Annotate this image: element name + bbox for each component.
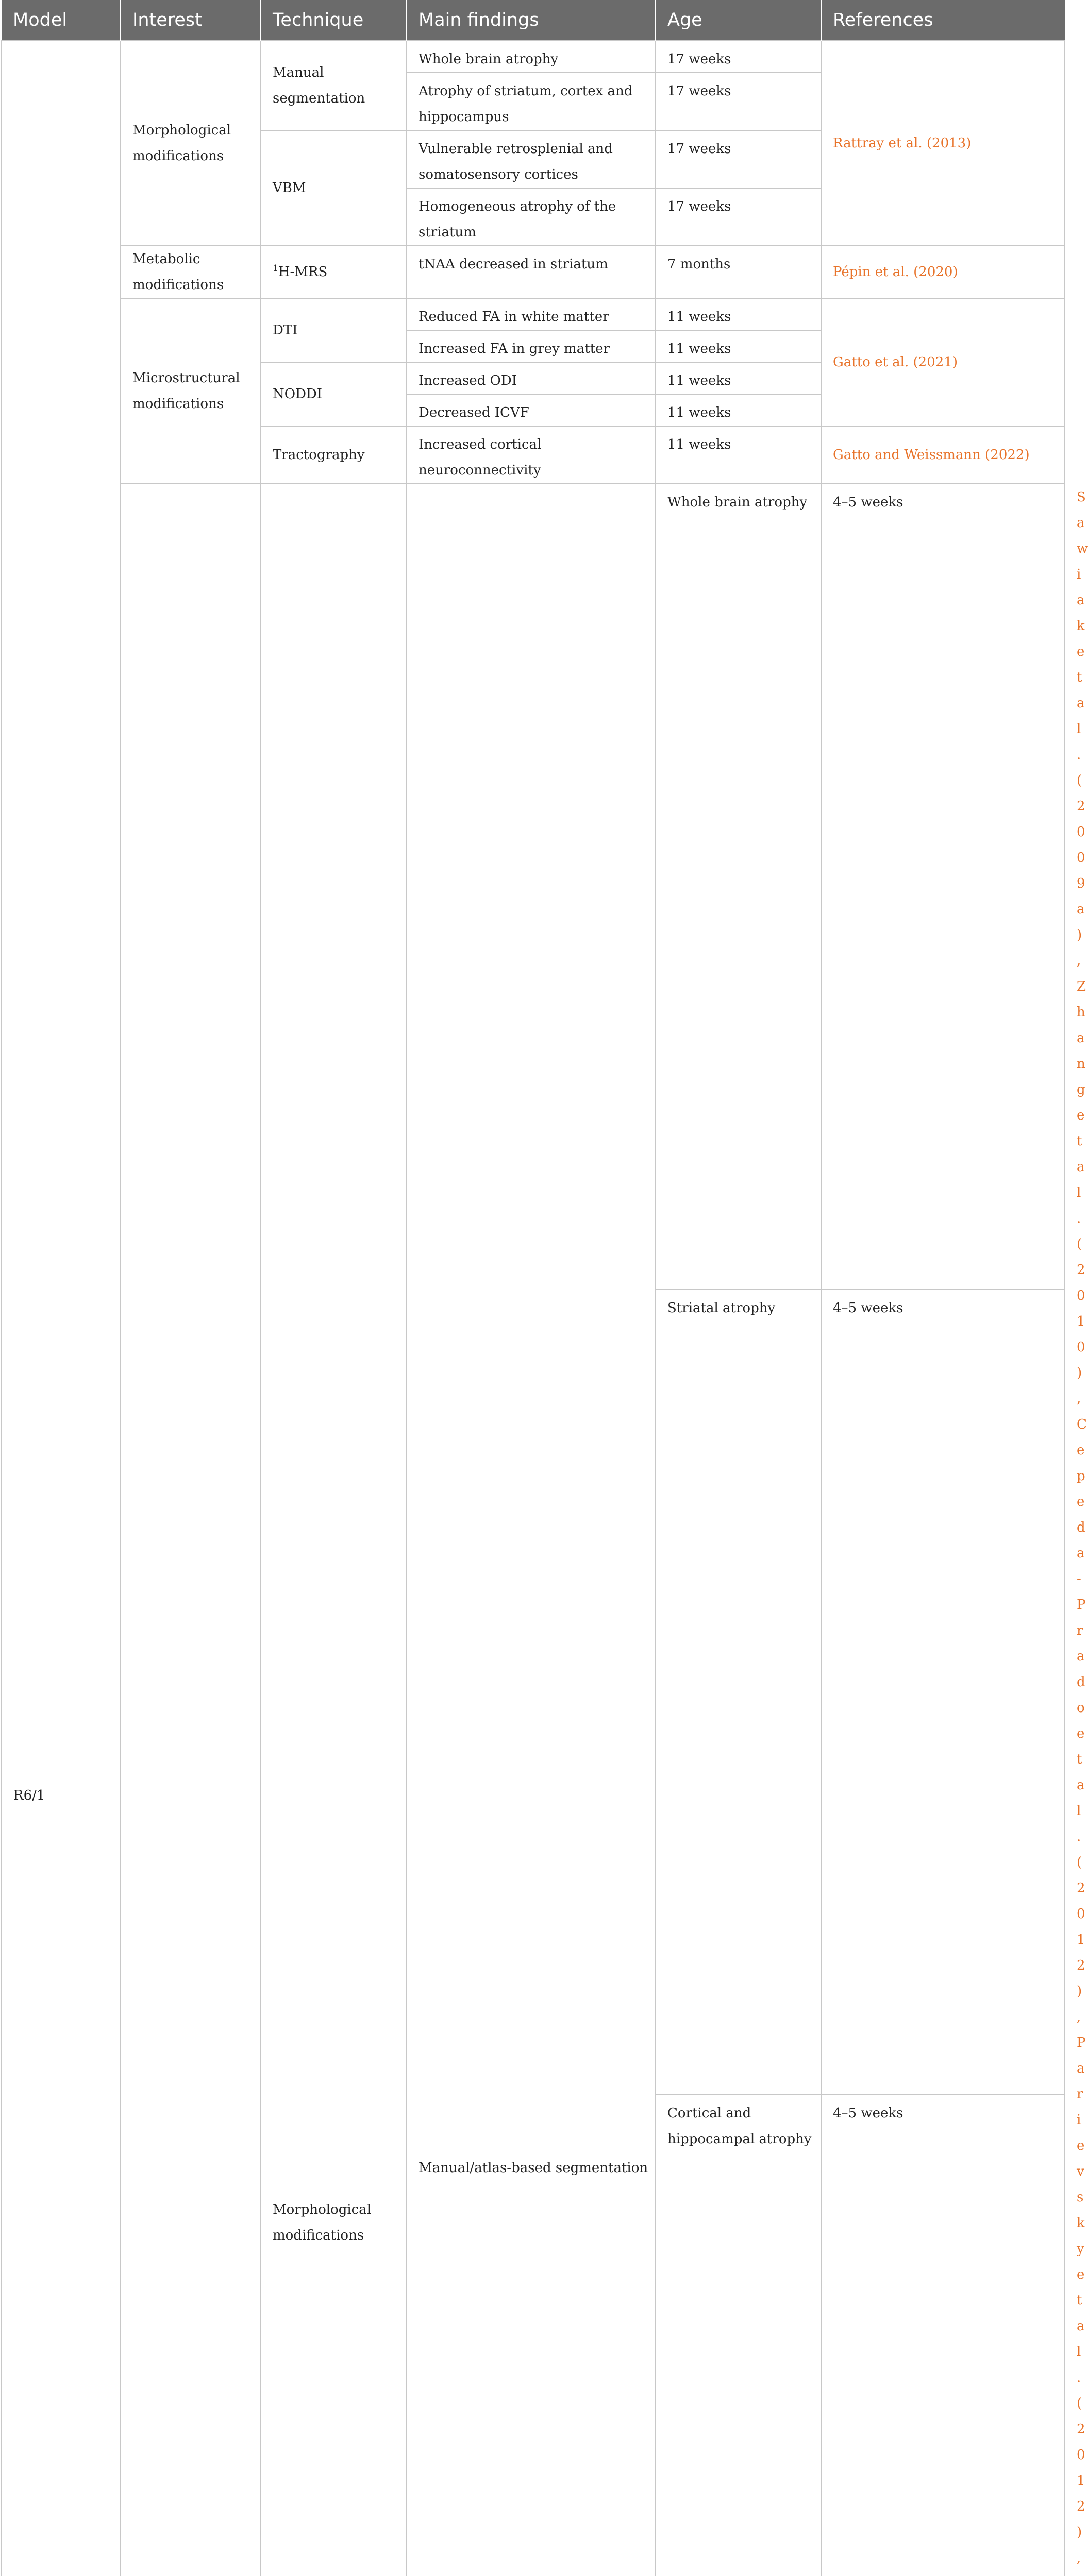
finding-cell: Whole brain atrophy [656,484,821,1290]
model-cell: R6/1 [2,41,121,2576]
technique-cell [261,130,407,246]
age-cell: 11 weeks [656,362,821,394]
technique-cell [261,426,407,484]
age-cell: 11 weeks [656,426,821,484]
column-header-main-findings: Main findings [407,0,656,41]
finding-cell: Atrophy of striatum, cortex and hippocampus [407,73,656,130]
reference-link[interactable]: Gatto and Weissmann (2022) [821,426,1065,484]
table-row [2,298,1065,330]
technique-label: Manual/atlas-based segmentation [419,2160,648,2176]
technique-cell [407,484,656,2576]
technique-label: Manual segmentation [273,65,365,106]
header-row [2,0,1065,41]
age-cell: 11 weeks [656,298,821,330]
technique-label: NODDI [273,386,323,402]
column-header-model: Model [2,0,121,41]
finding-cell: Vulnerable retrosplenial and somatosensory cortices [407,130,656,188]
finding-cell: Reduced FA in white matter [407,298,656,330]
interest-cell: Morphological modifications [121,41,261,246]
finding-cell: Whole brain atrophy [407,41,656,73]
age-cell: 17 weeks [656,130,821,188]
finding-cell: Cortical and hippocampal atrophy [656,2095,821,2576]
column-header-technique: Technique [261,0,407,41]
finding-cell: Homogeneous atrophy of the striatum [407,188,656,246]
reference-link[interactable]: Pépin et al. (2020) [821,246,1065,298]
technique-label: H-MRS [278,264,328,280]
age-cell: 17 weeks [656,41,821,73]
technique-cell [261,246,407,298]
age-cell: 4–5 weeks [821,484,1065,1290]
column-header-age: Age [656,0,821,41]
findings-table [1,0,1088,2576]
technique-label: DTI [273,323,298,338]
technique-label: VBM [273,180,306,196]
table-header [2,0,1065,41]
age-cell: 17 weeks [656,188,821,246]
age-cell: 7 months [656,246,821,298]
table-row: Morphological modifications Manual/atlas-based segmentation Whole brain atrophy 4–5 weeks Sawiak et al. (2009a), Zhang et al. (2010), Cepeda-Prado et al. (2012), Parievsky et al. (2012), [2,484,1065,1290]
column-header-references: References [821,0,1065,41]
finding-cell: Increased ODI [407,362,656,394]
model-cell [121,484,261,2576]
age-cell: 17 weeks [656,73,821,130]
age-cell: 11 weeks [656,330,821,362]
age-cell: 4–5 weeks [821,2095,1065,2576]
finding-cell: Striatal atrophy [656,1290,821,2095]
finding-cell: Decreased ICVF [407,394,656,426]
finding-cell: tNAA decreased in striatum [407,246,656,298]
interest-cell: Metabolic modifications [121,246,261,298]
interest-cell: Morphological modifications [261,484,407,2576]
technique-cell [261,362,407,426]
age-cell: 11 weeks [656,394,821,426]
reference-link[interactable]: Gatto et al. (2021) [821,298,1065,426]
table-row [2,246,1065,298]
technique-label: Tractography [273,447,365,463]
finding-cell: Increased cortical neuroconnectivity [407,426,656,484]
age-cell: 4–5 weeks [821,1290,1065,2095]
technique-cell [261,298,407,362]
table-row [2,41,1065,73]
interest-cell: Microstructural modifications [121,298,261,484]
column-header-interest: Interest [121,0,261,41]
isotope-superscript: 1 [273,263,278,274]
table-body [2,41,1088,2576]
reference-link[interactable]: Rattray et al. (2013) [821,41,1065,246]
technique-cell [261,41,407,130]
finding-cell: Increased FA in grey matter [407,330,656,362]
